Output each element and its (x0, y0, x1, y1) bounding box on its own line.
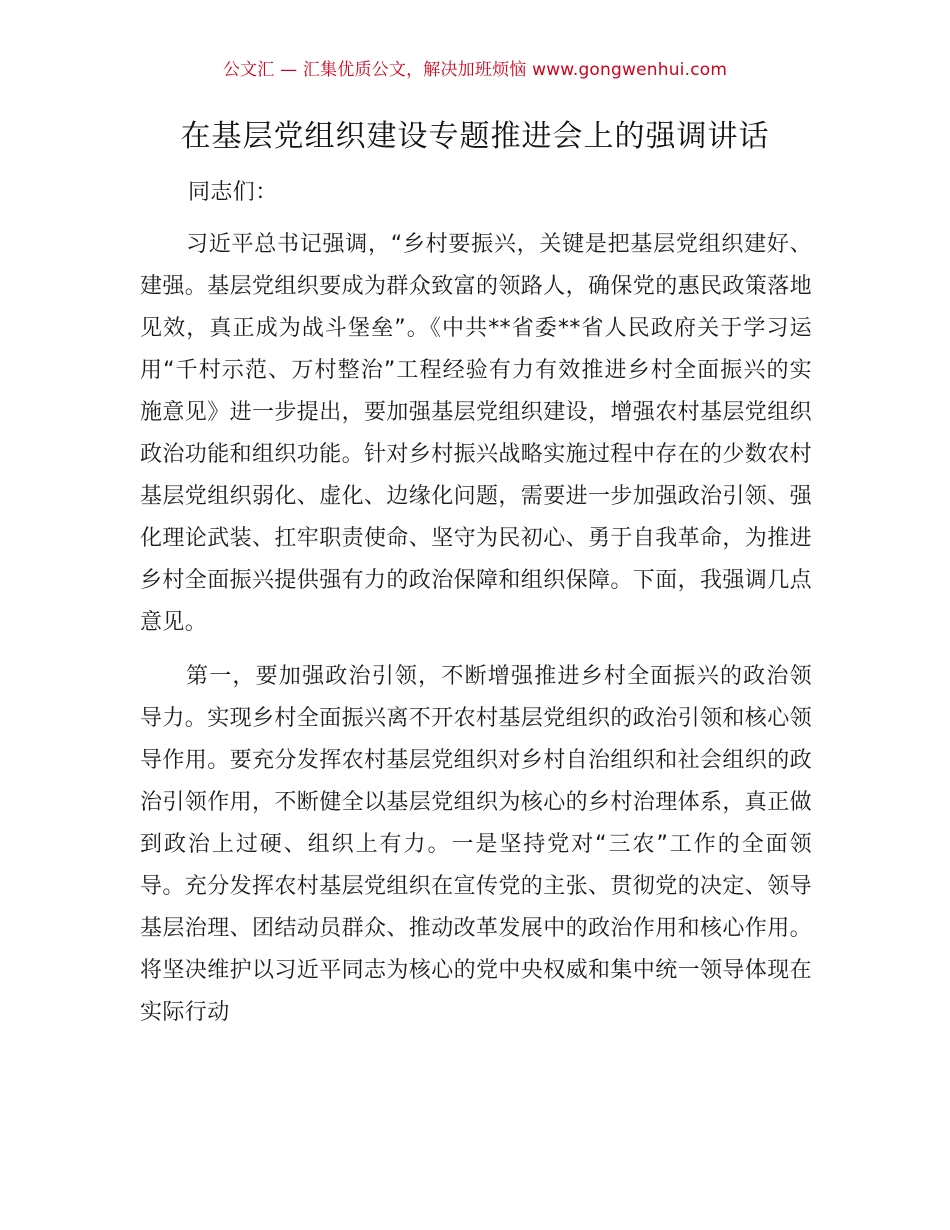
paragraph-intro: 习近平总书记强调，“乡村要振兴，关键是把基层党组织建好、建强。基层党组织要成为群众致富的领路人，确保党的惠民政策落地见效，真正成为战斗堡垒”。《中共**省委**省人民政府关于学习运用“千村示范、万村整治”工程经验有力有效推进乡村全面振兴的实施意见》进一步提出，要加强基层党组织建设，增强农村基层党组织政治功能和组织功能。针对乡村振兴战略实施过程中存在的少数农村基层党组织弱化、虚化、边缘化问题，需要进一步加强政治引领、强化理论武装、扛牢职责使命、坚守为民初心、勇于自我革命，为推进乡村全面振兴提供强有力的政治保障和组织保障。下面，我强调几点意见。 (140, 232, 813, 635)
paragraph-first-point: 第一，要加强政治引领，不断增强推进乡村全面振兴的政治领导力。实现乡村全面振兴离不开农村基层党组织的政治引领和核心领导作用。要充分发挥农村基层党组织对乡村自治组织和社会组织的政治引领作用，不断健全以基层党组织为核心的乡村治理体系，真正做到政治上过硬、组织上有力。一是坚持党对“三农”工作的全面领导。充分发挥农村基层党组织在宣传党的主张、贯彻党的决定、领导基层治理、团结动员群众、推动改革发展中的政治作用和核心作用。将坚决维护以习近平同志为核心的党中央权威和集中统一领导体现在实际行动 (140, 664, 813, 1025)
header-banner: 公文汇 — 汇集优质公文，解决加班烦恼 www.gongwenhui.com (222, 60, 728, 80)
salutation: 同志们： (188, 180, 278, 205)
document-body (140, 172, 812, 1046)
document-title: 在基层党组织建设专题推进会上的强调讲话 (180, 119, 770, 154)
